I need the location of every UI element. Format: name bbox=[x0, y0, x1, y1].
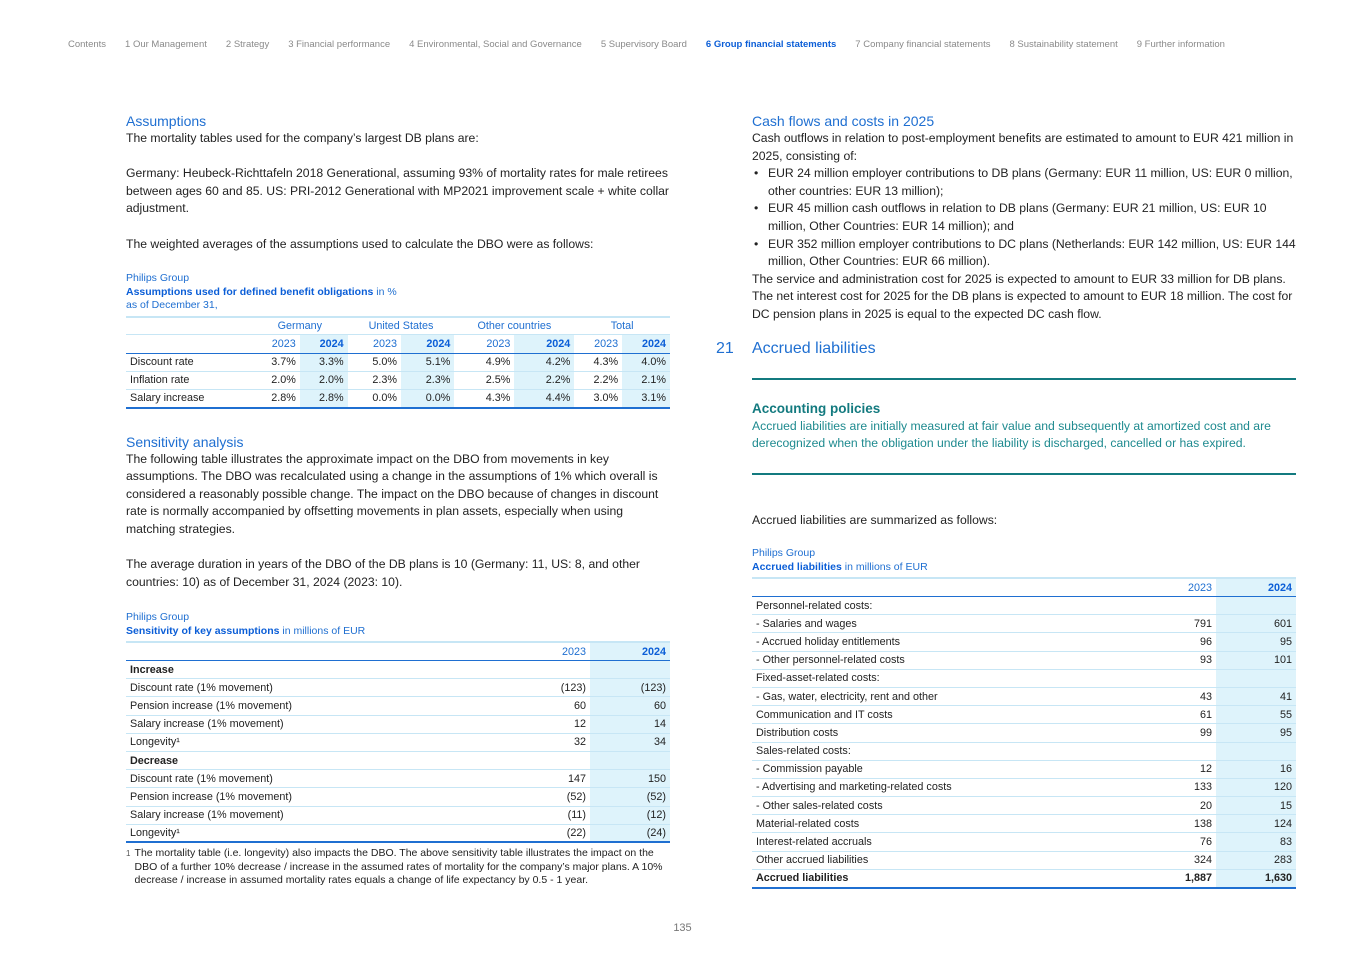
table-row bbox=[752, 815, 1296, 833]
row-label: - Other sales-related costs bbox=[752, 797, 1136, 815]
caption-date: as of December 31, bbox=[126, 299, 218, 312]
row-label: Inflation rate bbox=[126, 371, 252, 389]
cell-2024: (52) bbox=[590, 788, 670, 806]
row-label: Salary increase bbox=[126, 389, 252, 407]
table-row bbox=[126, 715, 670, 733]
table-accrued-caption bbox=[752, 547, 1296, 574]
cell-value: 5.1% bbox=[401, 353, 454, 371]
row-label: Salary increase (1% movement) bbox=[126, 806, 510, 824]
assumptions-paragraph-2: Germany: Heubeck-Richttafeln 2018 Generational, assuming 93% of mortality rates for male retirees between ages 60 and 85. US: PRI-2012 Generational with MP2021 improvement scale + white collar adjustment. bbox=[126, 166, 669, 216]
group-other-countries: Other countries bbox=[454, 317, 574, 335]
row-label: - Commission payable bbox=[752, 760, 1136, 778]
cell-2024: 15 bbox=[1216, 797, 1296, 815]
cell-value: 3.7% bbox=[252, 353, 300, 371]
table-row bbox=[126, 770, 670, 788]
table-row bbox=[126, 697, 670, 715]
bullet-item: • EUR 352 million employer contributions to DC plans (Netherlands: EUR 142 million, US: EUR 144 million, Other Countries: EUR 66 million). bbox=[752, 236, 1296, 271]
table-row bbox=[752, 615, 1296, 633]
right-column bbox=[716, 112, 1296, 889]
caption-unit: in millions of EUR bbox=[841, 560, 928, 573]
cell-2024: 120 bbox=[1216, 778, 1296, 796]
year-2024: 2024 bbox=[590, 642, 670, 660]
policy-title: Accounting policies bbox=[752, 400, 881, 416]
cell-value: 5.0% bbox=[348, 353, 401, 371]
cell-value: 2.3% bbox=[401, 371, 454, 389]
table-row bbox=[752, 669, 1296, 687]
row-label: Sales-related costs: bbox=[752, 742, 1136, 760]
cell-value: 4.3% bbox=[454, 389, 514, 407]
cell-value: 4.3% bbox=[574, 353, 622, 371]
year-2024: 2024 bbox=[1216, 578, 1296, 596]
footnote bbox=[126, 847, 670, 888]
row-label: Material-related costs bbox=[752, 815, 1136, 833]
cell-2023: 99 bbox=[1136, 724, 1216, 742]
cell-2024 bbox=[1216, 742, 1296, 760]
cell-2023 bbox=[1136, 597, 1216, 615]
cell-value: 4.2% bbox=[514, 353, 574, 371]
table-row bbox=[126, 751, 670, 769]
row-label: Discount rate (1% movement) bbox=[126, 679, 510, 697]
table-row bbox=[752, 833, 1296, 851]
cell-2024: 83 bbox=[1216, 833, 1296, 851]
row-label: Discount rate bbox=[126, 353, 252, 371]
year-2023: 2023 bbox=[1136, 578, 1216, 596]
cell-value: 4.4% bbox=[514, 389, 574, 407]
table-row bbox=[126, 661, 670, 679]
row-label: Pension increase (1% movement) bbox=[126, 697, 510, 715]
cell-2023: (11) bbox=[510, 806, 590, 824]
cell-2023: 20 bbox=[1136, 797, 1216, 815]
cell-2023 bbox=[1136, 742, 1216, 760]
year-header: 2023 bbox=[454, 335, 514, 353]
accrued-liabilities-table bbox=[752, 577, 1296, 888]
cell-2023: 60 bbox=[510, 697, 590, 715]
table-row bbox=[126, 733, 670, 751]
assumptions-table bbox=[126, 316, 670, 409]
year-2023: 2023 bbox=[510, 642, 590, 660]
cell-2023 bbox=[1136, 669, 1216, 687]
table-row bbox=[126, 679, 670, 697]
row-label: Communication and IT costs bbox=[752, 706, 1136, 724]
cell-2024: 14 bbox=[590, 715, 670, 733]
table-row bbox=[126, 788, 670, 806]
caption-unit: in millions of EUR bbox=[279, 624, 366, 637]
sensitivity-table bbox=[126, 641, 670, 843]
nav-contents[interactable]: Contents bbox=[68, 39, 107, 50]
cell-value: 4.0% bbox=[622, 353, 670, 371]
top-navigation bbox=[68, 39, 1365, 50]
table-row bbox=[126, 353, 670, 371]
caption-group: Philips Group bbox=[126, 611, 190, 624]
table-row bbox=[752, 706, 1296, 724]
cell-value: 3.1% bbox=[622, 389, 670, 407]
year-header: 2023 bbox=[252, 335, 300, 353]
year-header: 2023 bbox=[574, 335, 622, 353]
bullet-item: • EUR 24 million employer contributions to DB plans (Germany: EUR 11 million, US: EUR 0 million, other countries: EUR 13 million); bbox=[752, 165, 1296, 200]
nav-our-management[interactable]: 1 Our Management bbox=[125, 39, 207, 50]
row-label: Distribution costs bbox=[752, 724, 1136, 742]
table-row bbox=[752, 651, 1296, 669]
table-row bbox=[752, 597, 1296, 615]
table-row bbox=[752, 724, 1296, 742]
cell-2024: 101 bbox=[1216, 651, 1296, 669]
cell-2023: (123) bbox=[510, 679, 590, 697]
cell-2024: 34 bbox=[590, 733, 670, 751]
cashflows-heading: Cash flows and costs in 2025 bbox=[752, 113, 935, 129]
section-heading bbox=[716, 340, 1296, 358]
cell-2024 bbox=[590, 661, 670, 679]
cell-value: 3.0% bbox=[574, 389, 622, 407]
caption-title: Accrued liabilities bbox=[752, 560, 842, 573]
row-label: Other accrued liabilities bbox=[752, 851, 1136, 869]
nav-sustainability-statement[interactable]: 8 Sustainability statement bbox=[1009, 39, 1118, 50]
nav-strategy[interactable]: 2 Strategy bbox=[225, 39, 270, 50]
cell-2023: 324 bbox=[1136, 851, 1216, 869]
cell-2024 bbox=[590, 751, 670, 769]
cell-2024: 95 bbox=[1216, 724, 1296, 742]
total-row bbox=[752, 869, 1296, 887]
cashflows-closing: The service and administration cost for 2025 is expected to amount to EUR 33 million for DB plans. The net interest cost for 2025 for the DB plans is expected to amount to EUR 18 million. The cost for DC pension plans in 2025 is equal to the expected DC cash flow. bbox=[752, 271, 1293, 321]
cell-2023: (52) bbox=[510, 788, 590, 806]
cashflows-bullet-list bbox=[752, 165, 1296, 271]
total-2024: 1,630 bbox=[1216, 869, 1296, 887]
cell-2023: 76 bbox=[1136, 833, 1216, 851]
caption-title: Sensitivity of key assumptions bbox=[126, 624, 280, 637]
bullet-item: • EUR 45 million cash outflows in relation to DB plans (Germany: EUR 21 million, US: EUR 10 million, Other Countries: EUR 14 million); and bbox=[752, 200, 1296, 235]
cashflows-intro: Cash outflows in relation to post-employment benefits are estimated to amount to EUR 421 million in 2025, consisting of: bbox=[752, 131, 1294, 163]
cell-2023: (22) bbox=[510, 824, 590, 842]
cell-value: 0.0% bbox=[401, 389, 454, 407]
row-label: Interest-related accruals bbox=[752, 833, 1136, 851]
section-title: Accrued liabilities bbox=[752, 339, 876, 357]
cell-value: 2.3% bbox=[348, 371, 401, 389]
cell-2023: 93 bbox=[1136, 651, 1216, 669]
year-header: 2023 bbox=[348, 335, 401, 353]
footnote-text: The mortality table (i.e. longevity) also impacts the DBO. The above sensitivity table illustrates the impact on the DBO of a further 10% decrease / increase in the assumed rates of mortality for the company’s major plans. A 10% decrease / increase in assumed mortality rates equals a change of life expectancy by 0.5 - 1 year. bbox=[134, 847, 663, 887]
cell-2024: 283 bbox=[1216, 851, 1296, 869]
cell-2024: (123) bbox=[590, 679, 670, 697]
cell-2023 bbox=[510, 751, 590, 769]
row-label: Discount rate (1% movement) bbox=[126, 770, 510, 788]
caption-group: Philips Group bbox=[752, 547, 816, 560]
table-row bbox=[752, 778, 1296, 796]
cell-value: 2.2% bbox=[514, 371, 574, 389]
cell-value: 2.2% bbox=[574, 371, 622, 389]
table-row bbox=[752, 687, 1296, 705]
row-label: Longevity¹ bbox=[126, 824, 510, 842]
cell-2023 bbox=[510, 661, 590, 679]
row-label: Salary increase (1% movement) bbox=[126, 715, 510, 733]
cell-2023: 61 bbox=[1136, 706, 1216, 724]
table-row bbox=[752, 797, 1296, 815]
cell-2023: 147 bbox=[510, 770, 590, 788]
caption-unit: in % bbox=[373, 285, 397, 298]
sensitivity-paragraph-1: The following table illustrates the approximate impact on the DBO from movements in key assumptions. The DBO was recalculated using a change in the assumptions of 1% which overall is considered a reasonably possible change. The impact on the DBO because of changes in discount rate is normally accompanied by offsetting movements in plan assets, especially when using matching strategies. bbox=[126, 451, 659, 536]
group-germany: Germany bbox=[252, 317, 348, 335]
total-label: Accrued liabilities bbox=[752, 869, 1136, 887]
assumptions-heading: Assumptions bbox=[126, 113, 207, 129]
section-number: 21 bbox=[716, 339, 734, 357]
accounting-policies-box bbox=[752, 378, 1296, 475]
year-header: 2024 bbox=[300, 335, 348, 353]
cell-value: 0.0% bbox=[348, 389, 401, 407]
cell-2024 bbox=[1216, 669, 1296, 687]
nav-company-financial-statements[interactable]: 7 Company financial statements bbox=[855, 39, 991, 50]
cell-value: 4.9% bbox=[454, 353, 514, 371]
row-label: Pension increase (1% movement) bbox=[126, 788, 510, 806]
row-label: Decrease bbox=[126, 751, 510, 769]
cell-value: 2.1% bbox=[622, 371, 670, 389]
cell-value: 3.3% bbox=[300, 353, 348, 371]
cell-2024: 124 bbox=[1216, 815, 1296, 833]
nav-group-financial-statements[interactable]: 6 Group financial statements bbox=[705, 39, 837, 50]
table-row bbox=[126, 371, 670, 389]
cell-2023: 12 bbox=[510, 715, 590, 733]
group-total: Total bbox=[574, 317, 670, 335]
cell-2024: (12) bbox=[590, 806, 670, 824]
sensitivity-paragraph-2: The average duration in years of the DBO of the DB plans is 10 (Germany: 11, US: 8, and other countries: 10) as of December 31, 2024 (2023: 10). bbox=[126, 557, 640, 589]
cell-2024: (24) bbox=[590, 824, 670, 842]
cell-2023: 96 bbox=[1136, 633, 1216, 651]
row-label: - Advertising and marketing-related costs bbox=[752, 778, 1136, 796]
cell-2024: 16 bbox=[1216, 760, 1296, 778]
cell-value: 2.8% bbox=[300, 389, 348, 407]
cell-value: 2.0% bbox=[300, 371, 348, 389]
cell-2024: 55 bbox=[1216, 706, 1296, 724]
summary-intro: Accrued liabilities are summarized as follows: bbox=[752, 512, 998, 527]
cell-2024: 60 bbox=[590, 697, 670, 715]
table-row bbox=[126, 389, 670, 407]
cell-2024: 150 bbox=[590, 770, 670, 788]
row-label: Fixed-asset-related costs: bbox=[752, 669, 1136, 687]
nav-financial-performance[interactable]: 3 Financial performance bbox=[288, 39, 391, 50]
cell-2023: 43 bbox=[1136, 687, 1216, 705]
table-row bbox=[752, 742, 1296, 760]
table-row bbox=[126, 806, 670, 824]
cell-2023: 133 bbox=[1136, 778, 1216, 796]
assumptions-paragraph-1: The mortality tables used for the company’s largest DB plans are: bbox=[126, 131, 479, 145]
row-label: - Accrued holiday entitlements bbox=[752, 633, 1136, 651]
year-header: 2024 bbox=[622, 335, 670, 353]
group-united-states: United States bbox=[348, 317, 455, 335]
policy-text: Accrued liabilities are initially measured at fair value and subsequently at amortized cost and are derecognized when the obligation under the liability is discharged, cancelled or has expired. bbox=[752, 418, 1271, 451]
cell-value: 2.8% bbox=[252, 389, 300, 407]
nav-supervisory-board[interactable]: 5 Supervisory Board bbox=[600, 39, 687, 50]
row-label: - Salaries and wages bbox=[752, 615, 1136, 633]
table-row bbox=[752, 760, 1296, 778]
table-assumptions-caption bbox=[126, 272, 670, 313]
caption-title: Assumptions used for defined benefit obligations bbox=[126, 285, 374, 298]
table-row bbox=[752, 851, 1296, 869]
caption-group: Philips Group bbox=[126, 272, 190, 285]
row-label: - Other personnel-related costs bbox=[752, 651, 1136, 669]
sensitivity-heading: Sensitivity analysis bbox=[126, 433, 244, 450]
page-number: 135 bbox=[673, 922, 692, 934]
cell-2023: 791 bbox=[1136, 615, 1216, 633]
left-column bbox=[126, 112, 670, 888]
year-header: 2024 bbox=[401, 335, 454, 353]
year-header: 2024 bbox=[514, 335, 574, 353]
table-row bbox=[126, 824, 670, 842]
cell-value: 2.0% bbox=[252, 371, 300, 389]
table-row bbox=[752, 633, 1296, 651]
row-label: - Gas, water, electricity, rent and other bbox=[752, 687, 1136, 705]
assumptions-paragraph-3: The weighted averages of the assumptions used to calculate the DBO were as follows: bbox=[126, 236, 594, 251]
cell-2024 bbox=[1216, 597, 1296, 615]
cell-2023: 12 bbox=[1136, 760, 1216, 778]
cell-2023: 32 bbox=[510, 733, 590, 751]
cell-2024: 601 bbox=[1216, 615, 1296, 633]
cell-value: 2.5% bbox=[454, 371, 514, 389]
nav-esg[interactable]: 4 Environmental, Social and Governance bbox=[409, 39, 582, 50]
total-2023: 1,887 bbox=[1136, 869, 1216, 887]
cell-2023: 138 bbox=[1136, 815, 1216, 833]
cell-2024: 95 bbox=[1216, 633, 1296, 651]
row-label: Increase bbox=[126, 661, 510, 679]
table-sensitivity-caption bbox=[126, 611, 670, 638]
row-label: Personnel-related costs: bbox=[752, 597, 1136, 615]
row-label: Longevity¹ bbox=[126, 733, 510, 751]
nav-further-information[interactable]: 9 Further information bbox=[1136, 39, 1225, 50]
footnote-mark: 1 bbox=[126, 849, 131, 859]
cell-2024: 41 bbox=[1216, 687, 1296, 705]
